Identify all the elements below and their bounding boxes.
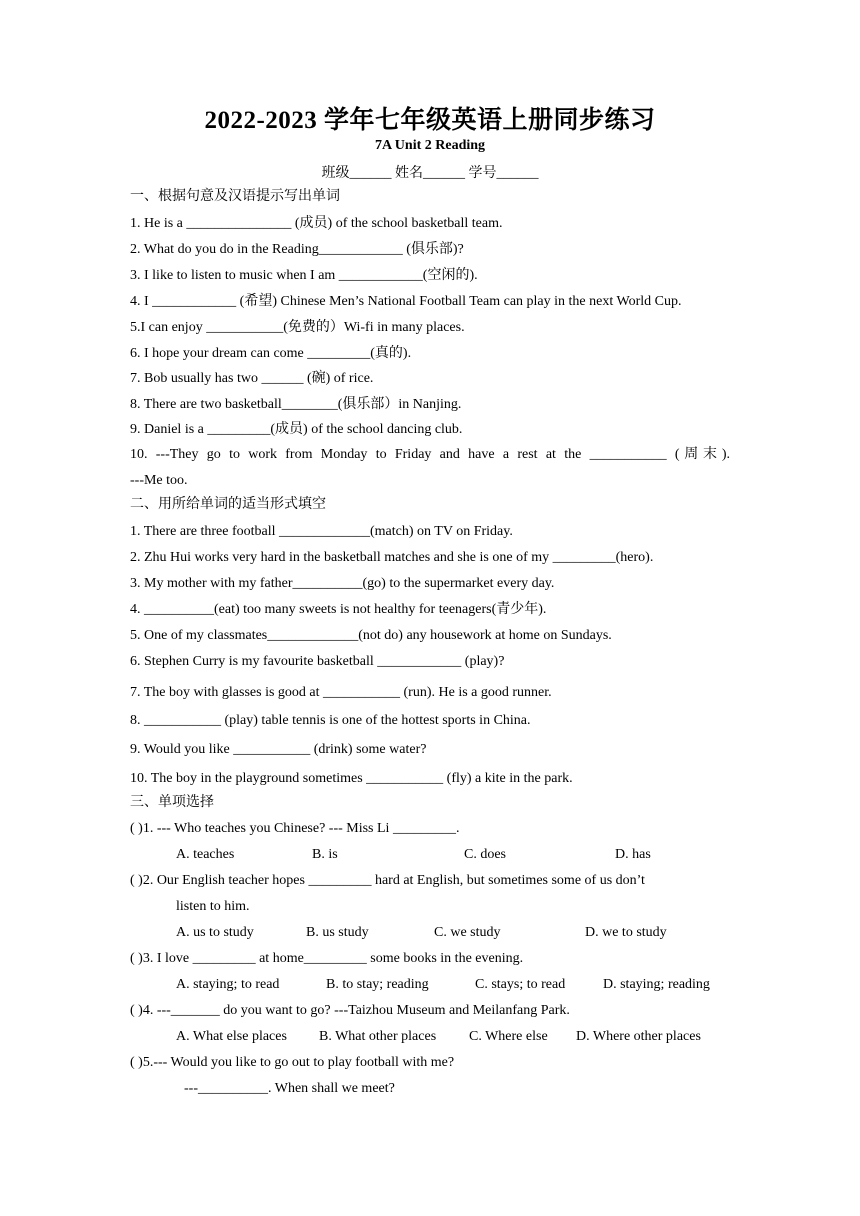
section-2-item-3: 3. My mother with my father__________(go) to the supermarket every day. (130, 576, 555, 591)
question-1-option-b: B. is (312, 847, 338, 862)
section-2-item-7: 7. The boy with glasses is good at ___________ (run). He is a good runner. (130, 685, 552, 700)
section-1-item-4: 4. I ____________ (希望) Chinese Men’s National Football Team can play in the next World Cup. (130, 294, 682, 309)
section-3-heading: 三、单项选择 (130, 795, 214, 810)
section-1-item-10: 10. ---They go to work from Monday to Friday and have a rest at the ___________ (周末). (130, 447, 730, 462)
question-2-stem-continued: listen to him. (176, 899, 250, 914)
question-1-stem: ( )1. --- Who teaches you Chinese? --- Miss Li _________. (130, 821, 460, 836)
question-3-option-c: C. stays; to read (475, 977, 566, 992)
section-1-item-2: 2. What do you do in the Reading____________ (俱乐部)? (130, 242, 464, 257)
question-3-option-b: B. to stay; reading (326, 977, 429, 992)
question-3-option-a: A. staying; to read (176, 977, 280, 992)
section-1-item-6: 6. I hope your dream can come _________(真的). (130, 346, 412, 361)
question-2-option-c: C. we study (434, 925, 501, 940)
page-subtitle: 7A Unit 2 Reading (374, 138, 486, 153)
question-1-option-d: D. has (615, 847, 651, 862)
section-2-item-9: 9. Would you like ___________ (drink) some water? (130, 742, 427, 757)
section-1-item-3: 3. I like to listen to music when I am ____________(空闲的). (130, 268, 478, 283)
question-3-stem: ( )3. I love _________ at home_________ some books in the evening. (130, 951, 524, 966)
section-1-item-9: 9. Daniel is a _________(成员) of the school dancing club. (130, 422, 463, 437)
section-2-heading: 二、用所给单词的适当形式填空 (130, 497, 326, 512)
section-2-item-10: 10. The boy in the playground sometimes ___________ (fly) a kite in the park. (130, 771, 573, 786)
question-5-reply: ---__________. When shall we meet? (184, 1081, 395, 1096)
section-2-item-4: 4. __________(eat) too many sweets is not healthy for teenagers(青少年). (130, 602, 547, 617)
section-2-item-6: 6. Stephen Curry is my favourite basketball ____________ (play)? (130, 654, 505, 669)
question-4-option-d: D. Where other places (576, 1029, 701, 1044)
section-1-item-1: 1. He is a _______________ (成员) of the school basketball team. (130, 216, 503, 231)
section-1-item-8: 8. There are two basketball________(俱乐部）in Nanjing. (130, 397, 462, 412)
question-4-stem: ( )4. ---_______ do you want to go? ---Taizhou Museum and Meilanfang Park. (130, 1003, 570, 1018)
question-4-option-c: C. Where else (469, 1029, 548, 1044)
section-2-item-5: 5. One of my classmates_____________(not do) any housework at home on Sundays. (130, 628, 612, 643)
section-2-item-2: 2. Zhu Hui works very hard in the basketball matches and she is one of my _________(hero). (130, 550, 654, 565)
question-2-option-a: A. us to study (176, 925, 254, 940)
question-2-stem: ( )2. Our English teacher hopes _________ hard at English, but sometimes some of us don’t (130, 873, 645, 888)
question-2-option-b: B. us study (306, 925, 369, 940)
section-1-heading: 一、根据句意及汉语提示写出单词 (130, 189, 340, 204)
section-2-item-8: 8. ___________ (play) table tennis is one of the hottest sports in China. (130, 713, 531, 728)
section-1-item-5: 5.I can enjoy ___________(免费的）Wi-fi in many places. (130, 320, 465, 335)
question-1-option-a: A. teaches (176, 847, 235, 862)
question-5-stem: ( )5.--- Would you like to go out to play football with me? (130, 1055, 455, 1070)
question-3-option-d: D. staying; reading (603, 977, 710, 992)
student-info-line: 班级______ 姓名______ 学号______ (321, 166, 539, 181)
question-1-option-c: C. does (464, 847, 506, 862)
section-2-item-1: 1. There are three football _____________(match) on TV on Friday. (130, 524, 513, 539)
section-1-item-7: 7. Bob usually has two ______ (碗) of rice. (130, 371, 374, 386)
question-2-option-d: D. we to study (585, 925, 667, 940)
question-4-option-b: B. What other places (319, 1029, 437, 1044)
page-title: 2022-2023 学年七年级英语上册同步练习 (204, 107, 656, 134)
question-4-option-a: A. What else places (176, 1029, 287, 1044)
section-1-item-10-reply: ---Me too. (130, 473, 188, 488)
